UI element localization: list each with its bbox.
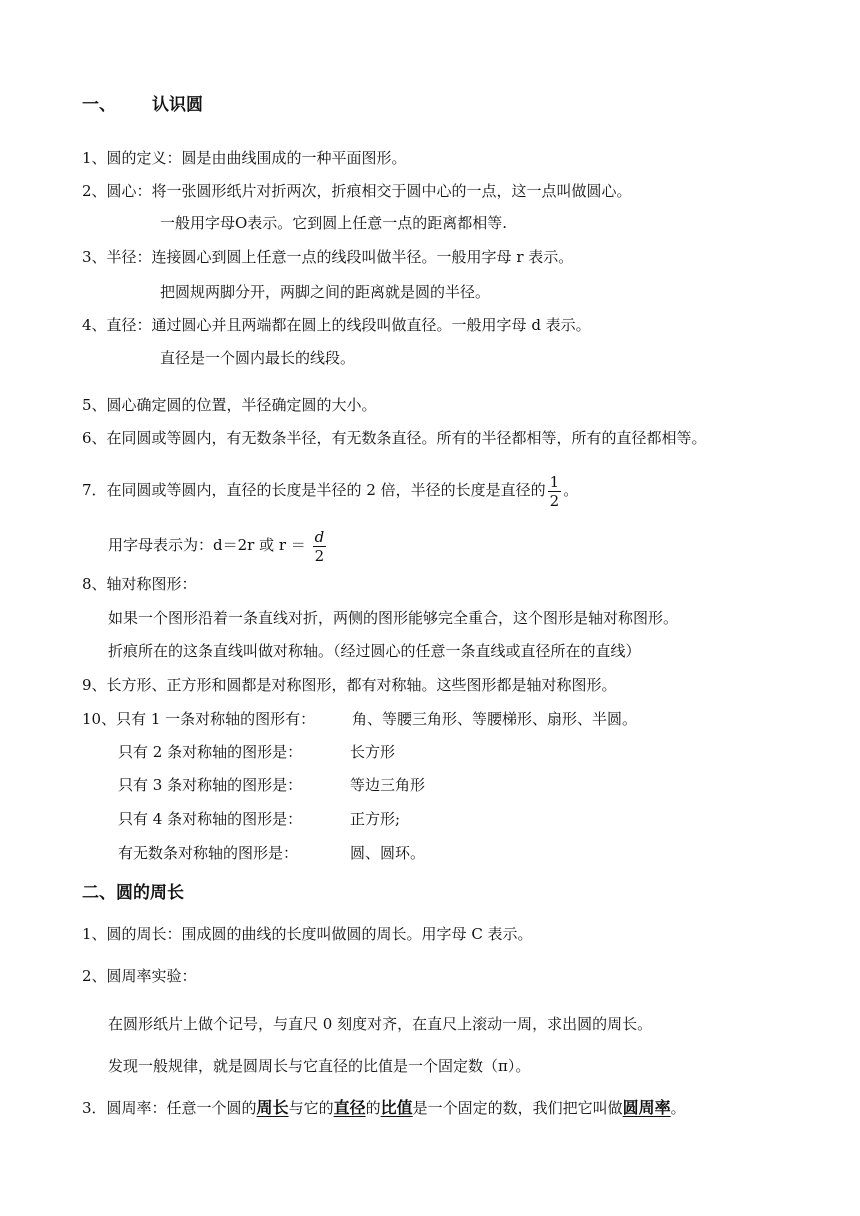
axis-2-value: 长方形 <box>350 743 396 761</box>
axis-3-label: 只有 3 条对称轴的图形是： <box>118 776 303 794</box>
item-6: 6、在同圆或等圆内，有无数条半径，有无数条直径。所有的半径都相等，所有的直径都相等。 <box>82 429 707 447</box>
item2-3-text-4: 是一个固定的数，我们把它叫做 <box>412 1099 623 1117</box>
section1-title: 认识圆 <box>152 95 203 115</box>
axis-4-label: 只有 4 条对称轴的图形是： <box>118 810 303 828</box>
term-pi: 圆周率 <box>622 1098 671 1117</box>
item-3-line2: 把圆规两脚分开，两脚之间的距离就是圆的半径。 <box>160 283 491 301</box>
item-2-line1: 2、圆心：将一张圆形纸片对折两次，折痕相交于圆中心的一点，这一点叫做圆心。 <box>82 182 632 200</box>
axis-infinite-label: 有无数条对称轴的图形是： <box>118 844 299 862</box>
item2-3-text-2: 与它的 <box>288 1099 334 1117</box>
item-7-line1 <box>82 470 578 510</box>
term-diameter: 直径 <box>333 1098 366 1117</box>
formula-text: 用字母表示为：d＝2r 或 r ＝ <box>108 536 306 554</box>
item-8-line1: 如果一个图形沿着一条直线对折，两侧的图形能够完全重合，这个图形是轴对称图形。 <box>108 609 679 627</box>
item-4-line1: 4、直径：通过圆心并且两端都在圆上的线段叫做直径。一般用字母 d 表示。 <box>82 316 591 334</box>
item-10-value: 角、等腰三角形、等腰梯形、扇形、半圆。 <box>352 710 638 728</box>
term-circumference: 周长 <box>256 1098 289 1117</box>
axis-4-value: 正方形; <box>350 810 401 828</box>
term-ratio: 比值 <box>380 1098 413 1117</box>
item-8: 8、轴对称图形： <box>82 575 197 593</box>
item2-3-text-5: 。 <box>670 1099 686 1117</box>
fraction-numerator: 1 <box>549 472 560 491</box>
item-1: 1、圆的定义：圆是由曲线围成的一种平面图形。 <box>82 149 407 167</box>
item2-3 <box>82 1098 686 1118</box>
item2-3-text-1: 3．圆周率：任意一个圆的 <box>82 1099 257 1117</box>
item-4-line2: 直径是一个圆内最长的线段。 <box>160 349 356 367</box>
item2-1: 1、圆的周长：围成圆的曲线的长度叫做圆的周长。用字母 C 表示。 <box>82 925 533 943</box>
item-7-line2 <box>108 525 328 565</box>
fraction-one-half <box>548 473 562 510</box>
item-3-line1: 3、半径：连接圆心到圆上任意一点的线段叫做半径。一般用字母 r 表示。 <box>82 248 574 266</box>
item2-2: 2、圆周率实验： <box>82 967 197 985</box>
fraction-numerator: d <box>314 527 325 546</box>
section1-number: 一、 <box>82 95 116 115</box>
item-2-line2: 一般用字母O表示。它到圆上任意一点的距离都相等. <box>160 214 508 232</box>
axis-3-value: 等边三角形 <box>350 776 426 794</box>
fraction-denominator: 2 <box>549 491 560 510</box>
item-5: 5、圆心确定圆的位置，半径确定圆的大小。 <box>82 396 377 414</box>
item2-2-line1: 在圆形纸片上做个记号，与直尺 0 刻度对齐，在直尺上滚动一周，求出圆的周长。 <box>108 1015 653 1033</box>
item-10-label: 10、只有 1 一条对称轴的图形有： <box>82 710 316 728</box>
item-7-end: 。 <box>563 481 579 499</box>
section1-heading <box>82 95 203 115</box>
section2-heading: 二、圆的周长 <box>82 883 184 903</box>
axis-infinite-value: 圆、圆环。 <box>350 844 426 862</box>
item2-2-line2: 发现一般规律，就是圆周长与它直径的比值是一个固定数（π）。 <box>108 1057 531 1075</box>
item-7-text: 7．在同圆或等圆内，直径的长度是半径的 2 倍，半径的长度是直径的 <box>82 481 546 499</box>
fraction-d-over-2 <box>313 528 327 565</box>
fraction-denominator: 2 <box>314 546 325 565</box>
item2-3-text-3: 的 <box>365 1099 381 1117</box>
item-9: 9、长方形、正方形和圆都是对称图形，都有对称轴。这些图形都是轴对称图形。 <box>82 676 617 694</box>
item-8-line2: 折痕所在的这条直线叫做对称轴。（经过圆心的任意一条直线或直径所在的直线） <box>108 642 641 660</box>
axis-2-label: 只有 2 条对称轴的图形是： <box>118 743 303 761</box>
